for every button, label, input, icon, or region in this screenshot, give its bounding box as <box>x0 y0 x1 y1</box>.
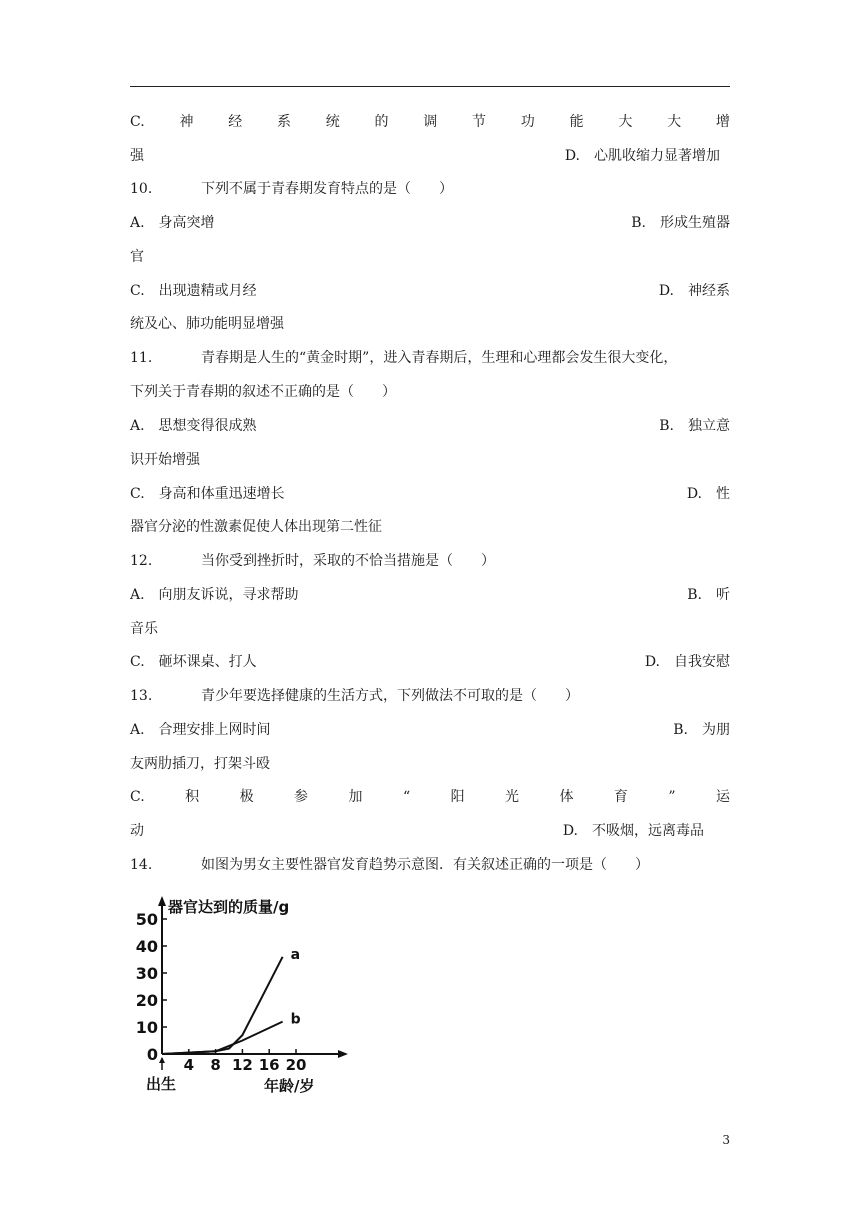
question-text: 下列不属于青春期发育特点的是（ ） <box>201 181 453 197</box>
char: 阳 <box>450 789 465 805</box>
char: 增 <box>715 114 730 130</box>
option-text: 官 <box>130 249 144 265</box>
question-12-options-cd <box>130 651 730 673</box>
option-text: 音乐 <box>130 621 158 637</box>
question-11-option-b-wrap <box>130 449 730 471</box>
page-number: 3 <box>722 1133 730 1147</box>
y-tick-label: 30 <box>135 964 158 983</box>
question-14-stem <box>130 854 730 876</box>
x-tick-label: 20 <box>285 1056 307 1074</box>
option-a: A. 向朋友诉说，寻求帮助 <box>130 587 299 603</box>
char: 的 <box>374 114 389 130</box>
origin-marker-arrow <box>159 1057 165 1063</box>
char: 经 <box>228 114 243 130</box>
char: 能 <box>569 114 584 130</box>
question-number: 13. <box>130 688 153 704</box>
organ-development-chart <box>135 888 370 1098</box>
char: 光 <box>505 789 520 805</box>
x-tick-label: 4 <box>183 1056 195 1074</box>
char: ” <box>668 789 676 805</box>
chart-origin-label: 出生 <box>146 1075 177 1093</box>
y-tick-label: 40 <box>135 937 158 956</box>
question-text: 青春期是人生的“黄金时期”，进入青春期后，生理和心理都会发生很大变化， <box>201 350 678 366</box>
option-text: 器官分泌的性激素促使人体出现第二性征 <box>130 519 382 535</box>
chart-series <box>162 947 301 1054</box>
option-label: C. <box>130 789 145 805</box>
header-rule <box>130 86 730 87</box>
y-tick-label: 0 <box>146 1045 158 1064</box>
char: 神 <box>179 114 194 130</box>
question-11-option-d-wrap <box>130 516 730 538</box>
question-13-option-cd-line <box>130 820 730 842</box>
question-text: 青少年要选择健康的生活方式，下列做法不可取的是（ ） <box>201 688 579 704</box>
char: 调 <box>423 114 438 130</box>
char: 参 <box>294 789 309 805</box>
option-c: C. 砸坏课桌、打人 <box>130 654 257 670</box>
question-10-option-b-wrap <box>130 246 730 268</box>
char: 统 <box>325 114 340 130</box>
option-b: B. 独立意 <box>659 418 730 434</box>
question-13-stem <box>130 685 730 707</box>
y-tick-label: 20 <box>135 991 158 1010</box>
option-text: 友两肋插刀，打架斗殴 <box>130 756 270 772</box>
question-number: 14. <box>130 857 153 873</box>
question-12-option-b-wrap <box>130 618 730 640</box>
question-12-stem <box>130 550 730 572</box>
series-line-b <box>162 1022 283 1054</box>
option-text: 统及心、肺功能明显增强 <box>130 316 284 332</box>
char: 极 <box>239 789 254 805</box>
x-tick-label: 16 <box>258 1056 280 1074</box>
option-d: D. 自我安慰 <box>644 654 730 670</box>
option-label: C. <box>130 114 145 130</box>
option-c: C. 身高和体重迅速增长 <box>130 486 285 502</box>
question-number: 10. <box>130 181 153 197</box>
option-text: 动 <box>130 823 144 839</box>
char: 功 <box>520 114 535 130</box>
char: 运 <box>716 789 730 805</box>
option-text: 强 <box>130 148 144 164</box>
chart-x-axis-label: 年龄/岁 <box>264 1077 315 1095</box>
question-10-stem <box>130 178 730 200</box>
option-a: A. 思想变得很成熟 <box>130 418 257 434</box>
question-13-option-c-line <box>130 786 730 808</box>
series-label-b: b <box>290 1011 301 1028</box>
question-text: 如图为男女主要性器官发育趋势示意图．有关叙述正确的一项是（ ） <box>201 857 649 873</box>
option-b: B. 为朋 <box>673 722 730 738</box>
option-text: 识开始增强 <box>130 452 200 468</box>
q9-option-c-line <box>130 111 730 133</box>
char: 系 <box>276 114 291 130</box>
question-number: 12. <box>130 553 153 569</box>
x-tick-label: 8 <box>210 1056 221 1074</box>
question-13-option-b-wrap <box>130 753 730 775</box>
char: 节 <box>472 114 487 130</box>
char: 大 <box>667 114 682 130</box>
series-label-a: a <box>290 946 301 963</box>
chart-axes <box>158 896 348 1070</box>
char: 体 <box>559 789 574 805</box>
char: 加 <box>348 789 363 805</box>
char: 育 <box>613 789 628 805</box>
question-11-options-cd <box>130 483 730 505</box>
question-12-options-ab <box>130 584 730 606</box>
series-line-a <box>162 957 283 1054</box>
option-b: B. 听 <box>687 587 730 603</box>
char: 大 <box>618 114 633 130</box>
question-10-options-ab <box>130 212 730 234</box>
char: 积 <box>185 789 200 805</box>
option-d: D. 神经系 <box>658 283 730 299</box>
question-text: 当你受到挫折时，采取的不恰当措施是（ ） <box>201 553 495 569</box>
question-11-stem <box>130 347 730 369</box>
char: “ <box>402 789 411 805</box>
question-13-options-ab <box>130 719 730 741</box>
question-11-stem-wrap <box>130 381 730 403</box>
y-axis-arrow <box>158 896 166 906</box>
option-a: A. 合理安排上网时间 <box>130 722 271 738</box>
option-b: B. 形成生殖器 <box>631 215 730 231</box>
y-tick-label: 10 <box>135 1018 158 1037</box>
question-10-options-cd <box>130 280 730 302</box>
option-d: D. 心肌收缩力显著增加 <box>564 148 720 164</box>
q9-option-cd-line <box>130 145 730 167</box>
option-c: C. 出现遗精或月经 <box>130 283 257 299</box>
x-axis-arrow <box>338 1050 348 1058</box>
question-10-option-d-wrap <box>130 313 730 335</box>
option-d: D. 不吸烟，远离毒品 <box>562 823 704 839</box>
option-a: A. 身高突增 <box>130 215 215 231</box>
chart-y-axis-label: 器官达到的质量/g <box>168 898 290 916</box>
question-text: 下列关于青春期的叙述不正确的是（ ） <box>130 384 396 400</box>
question-11-options-ab <box>130 415 730 437</box>
question-number: 11. <box>130 350 153 366</box>
option-d: D. 性 <box>686 486 730 502</box>
y-tick-label: 50 <box>135 910 158 929</box>
x-tick-label: 12 <box>231 1056 253 1074</box>
